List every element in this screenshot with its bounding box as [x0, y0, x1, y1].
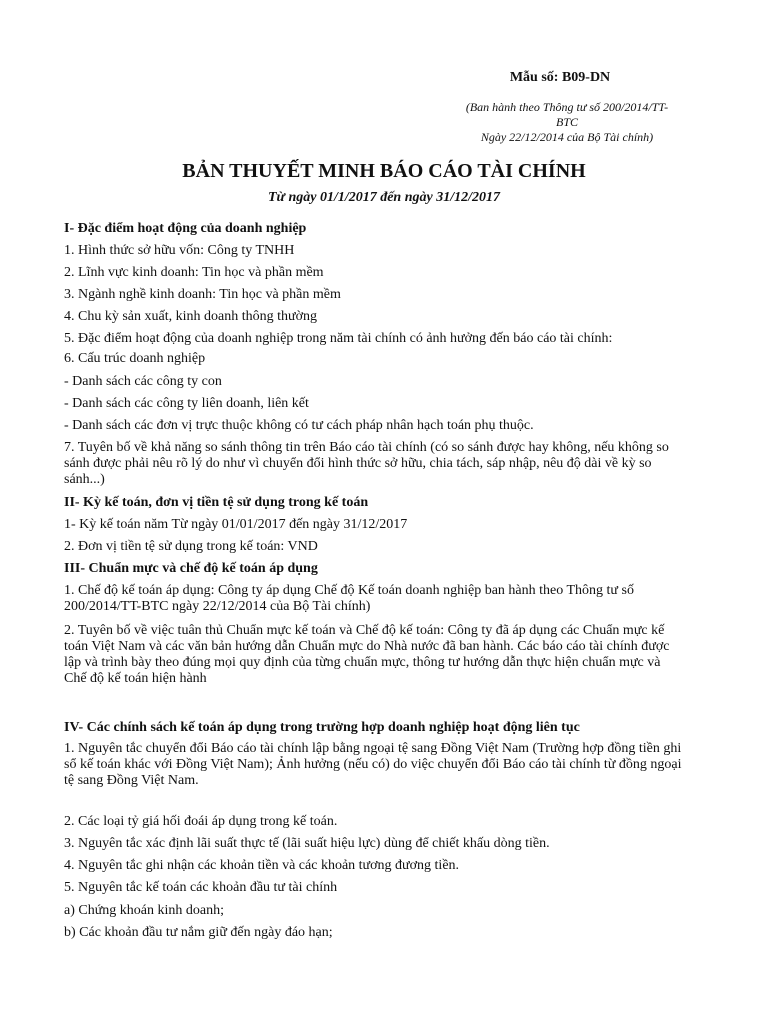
issuance-line: Ngày 22/12/2014 của Bộ Tài chính): [480, 130, 654, 144]
section-2-item: 2. Đơn vị tiền tệ sử dụng trong kế toán: VND: [64, 539, 318, 554]
issuance-line: (Ban hành theo Thông tư số 200/2014/TT-: [465, 100, 669, 114]
section-4-item: 5. Nguyên tắc kế toán các khoản đầu tư tài chính: [64, 880, 338, 895]
section-2-heading: II- Kỳ kế toán, đơn vị tiền tệ sử dụng trong kế toán: [64, 495, 369, 510]
document-title: BẢN THUYẾT MINH BÁO CÁO TÀI CHÍNH: [182, 160, 586, 182]
section-1-item: 1. Hình thức sở hữu vốn: Công ty TNHH: [64, 243, 295, 258]
section-1-item: 2. Lĩnh vực kinh doanh: Tin học và phần mềm: [64, 265, 324, 280]
section-1-item: - Danh sách các đơn vị trực thuộc không có tư cách pháp nhân hạch toán phụ thuộc.: [64, 418, 534, 433]
section-4-item: b) Các khoản đầu tư nắm giữ đến ngày đáo hạn;: [64, 925, 333, 940]
section-1-item: - Danh sách các công ty con: [64, 374, 222, 389]
section-4-item: 3. Nguyên tắc xác định lãi suất thực tế (lãi suất hiệu lực) dùng để chiết khấu dòng tiền.: [64, 836, 550, 851]
issuance-line: BTC: [555, 115, 578, 129]
section-4-item: 4. Nguyên tắc ghi nhận các khoản tiền và các khoản tương đương tiền.: [64, 858, 460, 873]
section-1-item: 7. Tuyên bố về khả năng so sánh thông tin trên Báo cáo tài chính (có so sánh được hay không, nếu không so sánh được phải nêu rõ lý do như vì chuyển đổi hình thức sở hữu, chia tách, sáp nhập, nêu độ dài về kỳ so sánh...): [64, 440, 669, 487]
section-1-heading: I- Đặc điểm hoạt động của doanh nghiệp: [64, 221, 307, 236]
section-4-item: a) Chứng khoán kinh doanh;: [64, 903, 225, 918]
reporting-period: Từ ngày 01/1/2017 đến ngày 31/12/2017: [268, 190, 500, 205]
section-3-heading: III- Chuẩn mực và chế độ kế toán áp dụng: [64, 561, 318, 576]
section-4-item: 2. Các loại tỷ giá hối đoái áp dụng trong kế toán.: [64, 814, 338, 829]
section-1-item: 6. Cấu trúc doanh nghiệp: [64, 351, 206, 366]
section-1-item: 5. Đặc điểm hoạt động của doanh nghiệp trong năm tài chính có ảnh hưởng đến báo cáo tài chính:: [64, 331, 613, 346]
section-3-item: 2. Tuyên bố về việc tuân thủ Chuẩn mực kế toán và Chế độ kế toán: Công ty đã áp dụng các Chuẩn mực kế toán Việt Nam và các văn bản hướng dẫn Chuẩn mực do Nhà nước đã ban hành. Các báo cáo tài chính được lập và trình bày theo đúng mọi quy định của từng chuẩn mực, thông tư hướng dẫn thực hiện chuẩn mực và Chế độ kế toán hiện hành: [64, 623, 670, 686]
section-1-item: - Danh sách các công ty liên doanh, liên kết: [64, 396, 309, 411]
section-3-item: 1. Chế độ kế toán áp dụng: Công ty áp dụng Chế độ Kế toán doanh nghiệp ban hành theo Thông tư số 200/2014/TT-BTC ngày 22/12/2014 của Bộ Tài chính): [64, 583, 634, 614]
issuance-note: [452, 100, 682, 145]
section-2-item: 1- Kỳ kế toán năm Từ ngày 01/01/2017 đến ngày 31/12/2017: [64, 517, 408, 532]
section-1-item: 3. Ngành nghề kinh doanh: Tin học và phần mềm: [64, 287, 341, 302]
section-4-heading: IV- Các chính sách kế toán áp dụng trong trường hợp doanh nghiệp hoạt động liên tục: [64, 720, 580, 735]
section-1-item: 4. Chu kỳ sản xuất, kinh doanh thông thường: [64, 309, 317, 324]
section-4-item: 1. Nguyên tắc chuyển đổi Báo cáo tài chính lập bằng ngoại tệ sang Đồng Việt Nam (Trường hợp đồng tiền ghi sổ kế toán khác với Đồng Việt Nam); Ảnh hưởng (nếu có) do việc chuyển đổi Báo cáo tài chính từ đồng ngoại tệ sang Đồng Việt Nam.: [64, 741, 682, 788]
form-code: Mẫu số: B09-DN: [509, 70, 611, 85]
